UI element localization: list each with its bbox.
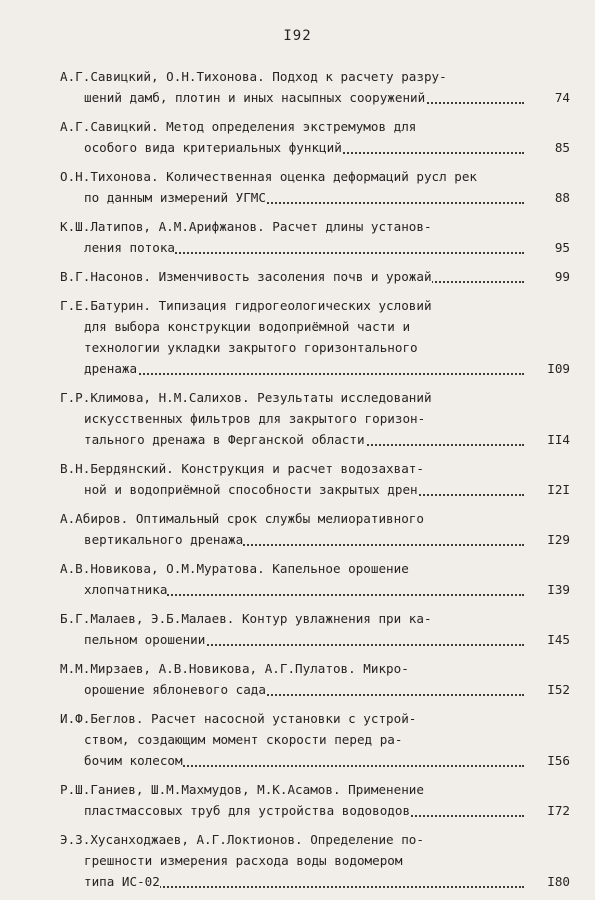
toc-entry-text: Р.Ш.Ганиев, Ш.М.Махмудов, М.К.Асамов. Применение [60, 782, 424, 797]
toc-page-number: I2I [526, 479, 570, 500]
toc-entry-line [60, 729, 570, 750]
toc-page-number: II4 [526, 429, 570, 450]
toc-entry-line [60, 708, 570, 729]
toc-entry-text: Г.Р.Климова, Н.М.Салихов. Результаты исследований [60, 390, 432, 405]
toc-entry-line [60, 508, 570, 529]
toc-entry-line [60, 387, 570, 408]
toc-entry-line [60, 137, 570, 158]
toc-entry-line [60, 850, 570, 871]
toc-page-number: 85 [526, 137, 570, 158]
toc-entry-text: хлопчатника [84, 582, 168, 597]
toc-entry-text: бочим колесом [84, 753, 183, 768]
toc-page-number: I56 [526, 750, 570, 771]
toc-entry-line [60, 750, 570, 771]
toc-page-number: I80 [526, 871, 570, 892]
toc-entry-line [60, 187, 570, 208]
toc-entry [60, 295, 570, 379]
toc-entry-text: ством, создающим момент скорости перед ра- [84, 732, 403, 747]
toc-entry-line [60, 608, 570, 629]
toc-entry-text: В.Г.Насонов. Изменчивость засоления почв и урожай [60, 269, 432, 284]
toc-page-number: 88 [526, 187, 570, 208]
toc-entry-text: И.Ф.Беглов. Расчет насосной установки с устрой- [60, 711, 417, 726]
toc-page-number: I29 [526, 529, 570, 550]
toc-entry-line [60, 408, 570, 429]
toc-entry-text: Г.Е.Батурин. Типизация гидрогеологических условий [60, 298, 432, 313]
toc-entry-text: для выбора конструкции водоприёмной части и [84, 319, 411, 334]
toc-entry-text: К.Ш.Латипов, А.М.Арифжанов. Расчет длины установ- [60, 219, 432, 234]
toc-entry-text: грешности измерения расхода воды водомером [84, 853, 403, 868]
toc-entry-line [60, 87, 570, 108]
toc-page-number: 99 [526, 266, 570, 287]
toc-entry-line [60, 295, 570, 316]
toc-entry-line [60, 779, 570, 800]
toc-entry-line [60, 337, 570, 358]
toc-entry-text: ления потока [84, 240, 175, 255]
toc-page-number: I52 [526, 679, 570, 700]
toc-entry [60, 508, 570, 550]
dot-leader [84, 373, 524, 375]
toc-entry-line [60, 829, 570, 850]
toc-entry-line [60, 266, 570, 287]
toc-entry-text: по данным измерений УГМС [84, 190, 266, 205]
toc-entry-line [60, 66, 570, 87]
toc-entry [60, 708, 570, 771]
toc-entry-text: А.В.Новикова, О.М.Муратова. Капельное орошение [60, 561, 409, 576]
toc-page-number: 74 [526, 87, 570, 108]
toc-entry-text: тального дренажа в Ферганской области [84, 432, 365, 447]
toc-entry-line [60, 116, 570, 137]
toc-page-number: I39 [526, 579, 570, 600]
toc-page-number: I72 [526, 800, 570, 821]
toc-entry-text: А.Абиров. Оптимальный срок службы мелиоративного [60, 511, 424, 526]
toc-entry [60, 266, 570, 287]
toc-entry-line [60, 558, 570, 579]
toc-entry-text: особого вида критериальных функций [84, 140, 342, 155]
toc-entry-line [60, 479, 570, 500]
toc-entry [60, 558, 570, 600]
toc-entry-text: В.Н.Бердянский. Конструкция и расчет водозахват- [60, 461, 424, 476]
toc-entry-line [60, 658, 570, 679]
toc-entry-line [60, 529, 570, 550]
toc-entry-text: А.Г.Савицкий, О.Н.Тихонова. Подход к расчету разру- [60, 69, 447, 84]
toc-entry-text: ной и водоприёмной способности закрытых дрен [84, 482, 418, 497]
table-of-contents [60, 66, 570, 900]
toc-entry [60, 216, 570, 258]
toc-entry [60, 166, 570, 208]
toc-page-number: I45 [526, 629, 570, 650]
toc-entry-text: Э.З.Хусанходжаев, А.Г.Локтионов. Определение по- [60, 832, 424, 847]
toc-entry [60, 658, 570, 700]
toc-entry [60, 66, 570, 108]
toc-page-number: I09 [526, 358, 570, 379]
toc-entry-text: пластмассовых труб для устройства водоводов [84, 803, 411, 818]
toc-entry-text: типа ИС-02 [84, 874, 160, 889]
toc-entry-line [60, 458, 570, 479]
toc-entry-line [60, 216, 570, 237]
toc-entry [60, 608, 570, 650]
toc-entry-line [60, 871, 570, 892]
toc-entry-line [60, 166, 570, 187]
toc-entry [60, 116, 570, 158]
page-number: I92 [283, 28, 312, 44]
toc-entry-line [60, 800, 570, 821]
toc-entry-text: Б.Г.Малаев, Э.Б.Малаев. Контур увлажнения при ка- [60, 611, 432, 626]
toc-entry-text: М.М.Мирзаев, А.В.Новикова, А.Г.Пулатов. Микро- [60, 661, 409, 676]
toc-entry [60, 779, 570, 821]
toc-entry-text: искусственных фильтров для закрытого горизон- [84, 411, 426, 426]
toc-entry-text: А.Г.Савицкий. Метод определения экстремумов для [60, 119, 417, 134]
toc-entry [60, 829, 570, 892]
toc-entry [60, 458, 570, 500]
toc-entry-text: дренажа [84, 361, 138, 376]
toc-entry-line [60, 358, 570, 379]
toc-entry-line [60, 679, 570, 700]
toc-entry-line [60, 237, 570, 258]
toc-entry-line [60, 579, 570, 600]
toc-entry-text: пельном орошении [84, 632, 206, 647]
toc-entry-text: технологии укладки закрытого горизонтального [84, 340, 418, 355]
toc-entry-line [60, 316, 570, 337]
toc-entry-line [60, 629, 570, 650]
toc-entry-text: шений дамб, плотин и иных насыпных сооружений [84, 90, 426, 105]
toc-entry-line [60, 429, 570, 450]
toc-page-number: 95 [526, 237, 570, 258]
toc-entry [60, 387, 570, 450]
toc-entry-text: орошение яблоневого сада [84, 682, 266, 697]
toc-entry-text: О.Н.Тихонова. Количественная оценка деформаций русл рек [60, 169, 478, 184]
toc-entry-text: вертикального дренажа [84, 532, 244, 547]
